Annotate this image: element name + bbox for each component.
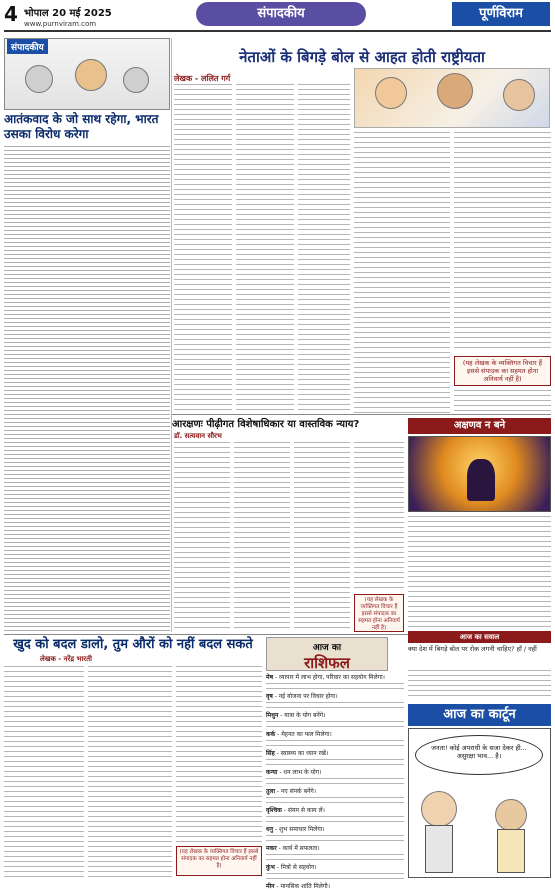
poll-text — [408, 670, 551, 700]
rashifal-title-line2: राशिफल — [304, 654, 350, 672]
section-title: संपादकीय — [196, 2, 366, 26]
cartoon-figure-icon — [25, 65, 53, 93]
cartoon-figure-icon — [123, 67, 149, 93]
bottom-byline: लेखक - नरेंद्र भारती — [40, 655, 92, 663]
newspaper-logo: पूर्णविराम — [452, 2, 550, 26]
spiritual-title: अक्षणव न बने — [408, 418, 551, 434]
bottom-headline: खुद को बदल डालो, तुम औरों को नहीं बदल सकते — [13, 637, 253, 652]
reservation-body-col4 — [354, 442, 404, 590]
header-divider — [4, 30, 551, 32]
main-disclaimer: (यह लेखक के व्यक्तिगत विचार हैं इससे संपादक का सहमत होना अनिवार्य नहीं है) — [454, 356, 551, 386]
editorial-headline: आतंकवाद के जो साथ रहेगा, भारत उसका विरोध करेगा — [4, 112, 159, 141]
daily-cartoon — [408, 728, 551, 878]
politicians-photo — [354, 68, 550, 128]
main-body-col4 — [354, 132, 450, 414]
person-icon — [503, 79, 535, 111]
cartoon-character-icon — [495, 799, 527, 831]
cartoon-figure-icon — [75, 59, 107, 91]
section-divider — [172, 414, 551, 415]
editorial-cartoon — [4, 38, 170, 110]
main-body-end — [454, 390, 551, 414]
poll-title: आज का सवाल — [408, 631, 551, 643]
issue-date: भोपाल 20 मई 2025 — [24, 8, 112, 19]
reservation-body-col3 — [294, 442, 350, 632]
rashifal-item: कुंभ - मित्रों से सहयोग। — [266, 864, 317, 871]
meditating-figure-icon — [467, 459, 495, 501]
rashifal-item: तुला - नए संपर्क बनेंगे। — [266, 788, 316, 795]
main-body-col1 — [174, 84, 232, 414]
rashifal-title-line1: आज का — [312, 643, 342, 653]
reservation-body-col1 — [174, 442, 230, 632]
main-body-col3 — [298, 84, 350, 414]
editorial-body-text — [4, 146, 170, 632]
masthead — [0, 0, 555, 36]
rashifal-item: मकर - कार्य में सफलता। — [266, 845, 320, 852]
rashifal-item: वृष - नई योजना पर विचार होगा। — [266, 693, 338, 700]
column-divider — [171, 38, 172, 632]
reservation-body-col2 — [234, 442, 290, 632]
person-icon — [437, 73, 473, 109]
main-headline: नेताओं के बिगड़े बोल से आहत होती राष्ट्रीयता — [239, 48, 485, 66]
page-number: 4 — [4, 2, 18, 26]
person-icon — [375, 77, 407, 109]
rashifal-item: धनु - शुभ समाचार मिलेगा। — [266, 826, 325, 833]
cartoon-caption: संपादकीय — [7, 39, 48, 54]
spiritual-body — [408, 516, 551, 628]
rashifal-item: वृश्चिक - संयम से काम लें। — [266, 807, 325, 814]
rashifal-item: सिंह - स्वास्थ्य का ध्यान रखें। — [266, 750, 329, 757]
bottom-body-col3 — [176, 666, 262, 842]
bottom-body-col2 — [88, 666, 172, 878]
rashifal-item: मेष - व्यापार में लाभ होगा, परिवार का सहयोग मिलेगा। — [266, 674, 385, 681]
rashifal-item: कन्या - धन लाभ के योग। — [266, 769, 322, 776]
meditation-image — [408, 436, 551, 512]
reservation-byline: डॉ. सत्यवान सौरभ — [174, 432, 222, 440]
website-link[interactable]: www.purnviram.com — [24, 20, 97, 28]
poll-question: क्या देश में बिगड़े बोल पर रोक लगनी चाहिए? हाँ / नहीं — [408, 645, 537, 653]
bottom-disclaimer: (यह लेखक के व्यक्तिगत विचार हैं इससे संपादक का सहमत होना अनिवार्य नहीं है) — [176, 846, 262, 876]
cartoon-title: आज का कार्टून — [408, 704, 551, 726]
main-body-col5 — [454, 132, 551, 352]
reservation-headline: आरक्षणः पीढ़ीगत विशेषाधिकार या वास्तविक न्याय? — [172, 419, 360, 430]
main-byline: लेखक - ललित गर्ग — [174, 74, 231, 83]
speech-bubble: जनता! कोई अपराधी के सजा देकर ही... असुरक्षा भाव... है। — [415, 735, 543, 775]
rashifal-header — [266, 637, 388, 671]
bottom-body-col1 — [4, 666, 84, 878]
cartoon-character-icon — [421, 791, 457, 827]
reservation-disclaimer: (यह लेखक के व्यक्तिगत विचार हैं इससे संपादक का सहमत होना अनिवार्य नहीं है) — [354, 594, 404, 632]
rashifal-item: मीन - मानसिक शांति मिलेगी। — [266, 883, 330, 890]
rashifal-item: कर्क - मेहनत का फल मिलेगा। — [266, 731, 332, 738]
cartoon-body-icon — [497, 829, 525, 873]
cartoon-body-icon — [425, 825, 453, 873]
main-body-col2 — [236, 84, 294, 414]
rashifal-list — [266, 674, 404, 890]
rashifal-item: मिथुन - यात्रा के योग बनेंगे। — [266, 712, 326, 719]
